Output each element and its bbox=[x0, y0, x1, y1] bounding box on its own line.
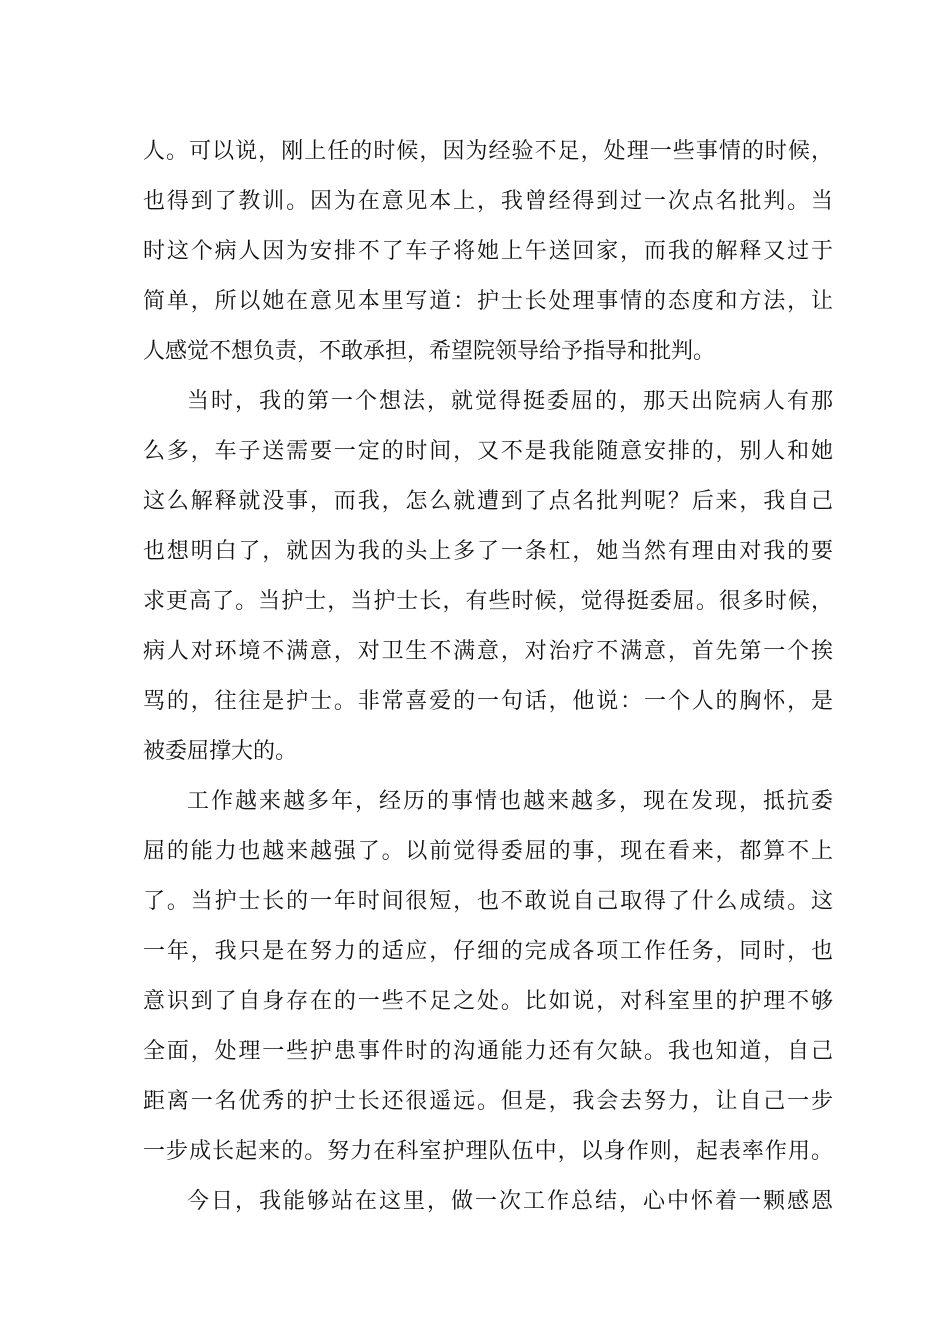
text-line: 这么解释就没事，而我，怎么就遭到了点名批判呢？后来，我自己 bbox=[143, 489, 833, 514]
text-line: 求更高了。当护士，当护士长，有些时候，觉得挺委屈。很多时候， bbox=[143, 589, 833, 614]
document-body bbox=[143, 127, 833, 1227]
text-line: 骂的，往往是护士。非常喜爱的一句话，他说：一个人的胸怀，是 bbox=[143, 689, 833, 714]
text-line: 意识到了自身存在的一些不足之处。比如说，对科室里的护理不够 bbox=[143, 989, 833, 1014]
text-line: 了。当护士长的一年时间很短，也不敢说自己取得了什么成绩。这 bbox=[143, 889, 833, 914]
text-line: 病人对环境不满意，对卫生不满意，对治疗不满意，首先第一个挨 bbox=[143, 639, 833, 664]
text-line: 简单，所以她在意见本里写道：护士长处理事情的态度和方法，让 bbox=[143, 289, 833, 314]
text-line: 今日，我能够站在这里，做一次工作总结，心中怀着一颗感恩 bbox=[187, 1189, 833, 1214]
text-line: 也想明白了，就因为我的头上多了一条杠，她当然有理由对我的要 bbox=[143, 539, 833, 564]
text-line: 距离一名优秀的护士长还很遥远。但是，我会去努力，让自己一步 bbox=[143, 1089, 833, 1114]
text-line: 被委屈撑大的。 bbox=[143, 739, 298, 764]
text-line: 时这个病人因为安排不了车子将她上午送回家，而我的解释又过于 bbox=[143, 239, 833, 264]
text-line: 一步成长起来的。努力在科室护理队伍中，以身作则，起表率作用。 bbox=[143, 1139, 833, 1164]
text-line: 人。可以说，刚上任的时候，因为经验不足，处理一些事情的时候， bbox=[143, 139, 833, 164]
text-line: 也得到了教训。因为在意见本上，我曾经得到过一次点名批判。当 bbox=[143, 189, 833, 214]
text-line: 一年，我只是在努力的适应，仔细的完成各项工作任务，同时，也 bbox=[143, 939, 833, 964]
text-line: 屈的能力也越来越强了。以前觉得委屈的事，现在看来，都算不上 bbox=[143, 839, 833, 864]
text-line: 全面，处理一些护患事件时的沟通能力还有欠缺。我也知道，自己 bbox=[143, 1039, 833, 1064]
text-line: 人感觉不想负责，不敢承担，希望院领导给予指导和批判。 bbox=[143, 339, 716, 364]
text-line: 工作越来越多年，经历的事情也越来越多，现在发现，抵抗委 bbox=[187, 789, 833, 814]
text-line: 么多，车子送需要一定的时间，又不是我能随意安排的，别人和她 bbox=[143, 439, 833, 464]
text-line: 当时，我的第一个想法，就觉得挺委屈的，那天出院病人有那 bbox=[187, 389, 833, 414]
